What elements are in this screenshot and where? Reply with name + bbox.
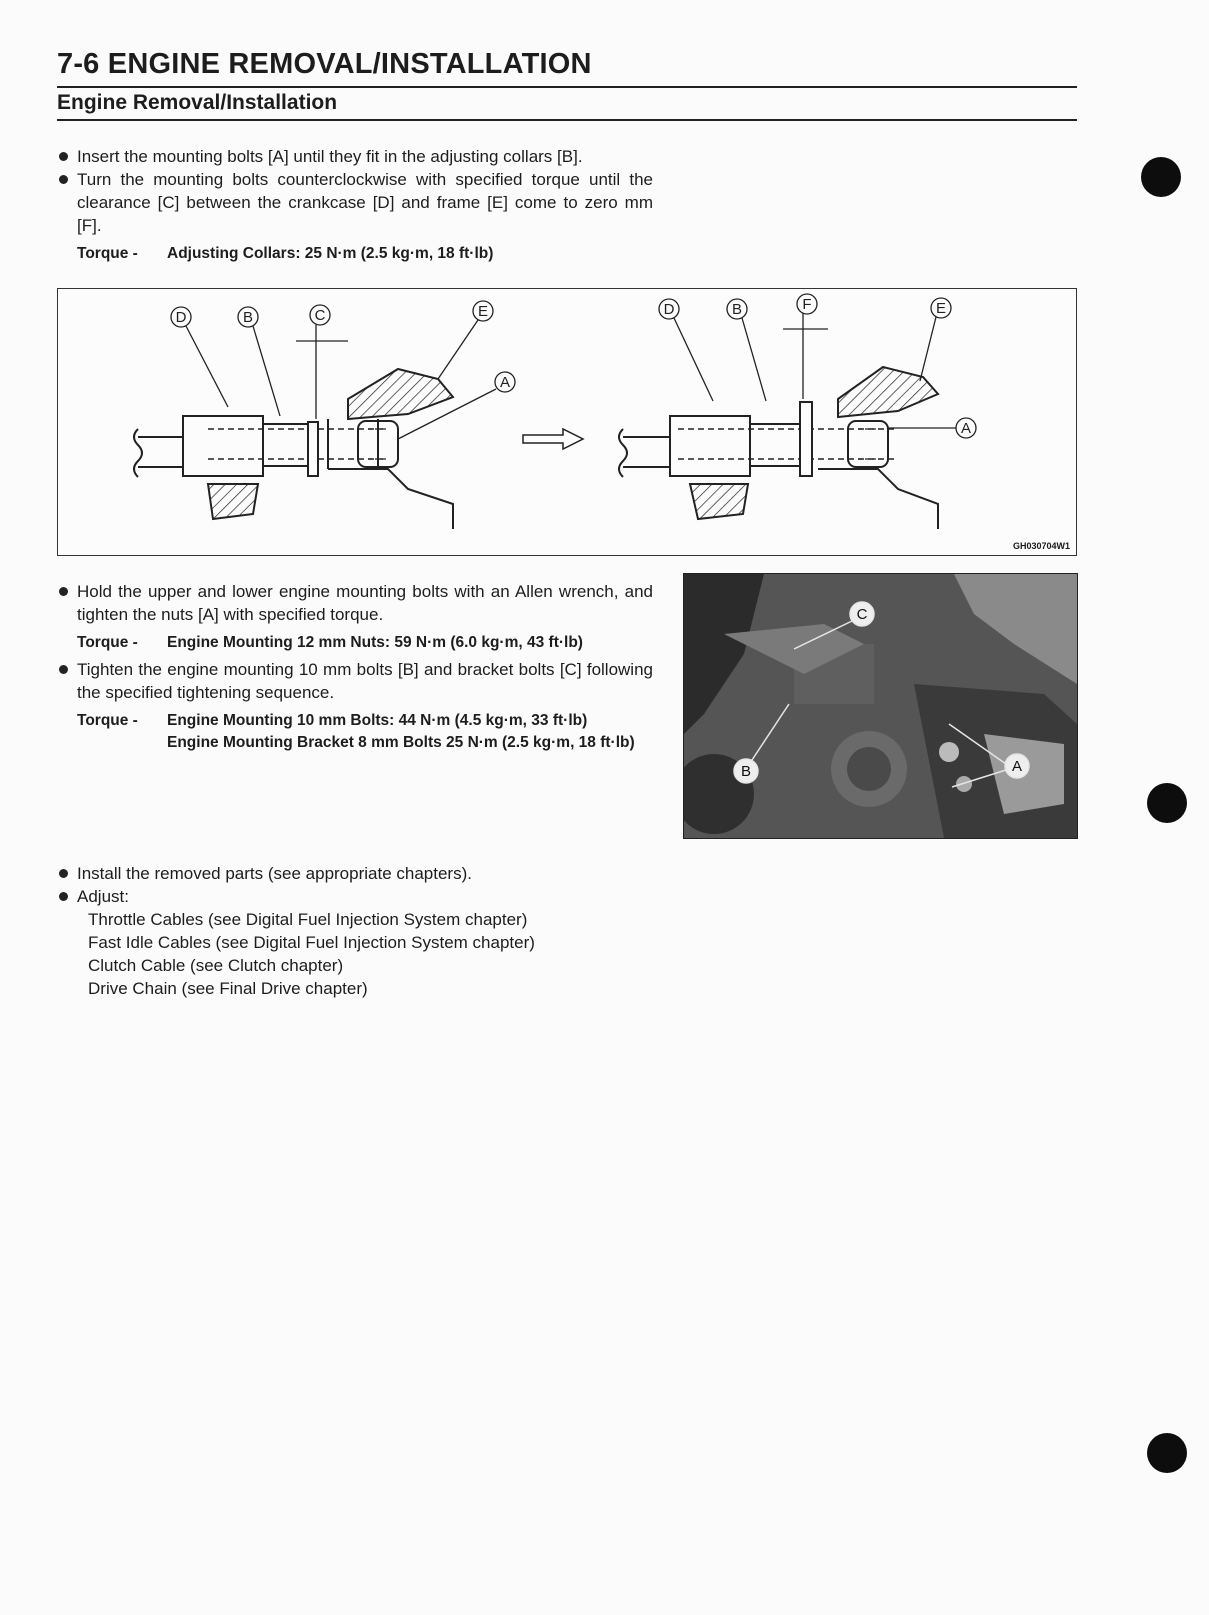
photo-label-b: B <box>740 763 752 780</box>
photo-label-c: C <box>856 606 868 623</box>
diagram-svg <box>58 289 1076 555</box>
torque-value: Adjusting Collars: 25 N·m (2.5 kg·m, 18 ft·lb) <box>167 245 494 262</box>
binder-hole <box>1147 783 1187 823</box>
torque-spec-nuts <box>57 632 653 654</box>
bullet-tighten-bolts: Tighten the engine mounting 10 mm bolts [B] and bracket bolts [C] following the specified tightening sequence. <box>57 658 653 704</box>
adjust-items <box>57 908 677 1000</box>
torque-label: Torque - <box>77 712 138 729</box>
adjust-item: Clutch Cable (see Clutch chapter) <box>88 956 344 975</box>
label-d-left: D <box>175 309 187 326</box>
label-f-right: F <box>802 296 812 313</box>
torque-bolts-line: Engine Mounting 10 mm Bolts: 44 N·m (4.5 kg·m, 33 ft·lb) <box>167 712 588 729</box>
bullet-insert-bolts: Insert the mounting bolts [A] until they fit in the adjusting collars [B]. <box>57 145 653 168</box>
left-drawing <box>134 369 453 529</box>
label-e-left: E <box>477 303 489 320</box>
instructions-block-2 <box>57 580 653 780</box>
torque-spec-collars <box>57 243 653 265</box>
binder-hole <box>1141 157 1181 197</box>
label-a-right: A <box>960 420 972 437</box>
arrow-icon <box>523 429 583 449</box>
label-b-left: B <box>242 309 254 326</box>
section-rule <box>57 119 1077 121</box>
binder-hole <box>1147 1433 1187 1473</box>
adjust-item: Drive Chain (see Final Drive chapter) <box>88 979 368 998</box>
torque-value: Engine Mounting 12 mm Nuts: 59 N·m (6.0 kg·m, 43 ft·lb) <box>167 634 583 651</box>
bullet-turn-bolts: Turn the mounting bolts counterclockwise with specified torque until the clearance [C] between the crankcase [D] and frame [E] come to zero mm [F]. <box>57 168 653 237</box>
label-c-left: C <box>314 307 326 324</box>
bullet-install-parts: Install the removed parts (see appropriate chapters). <box>57 862 677 885</box>
photo-label-a: A <box>1011 758 1023 775</box>
torque-label: Torque - <box>77 634 138 651</box>
bolt-collar-diagram <box>57 288 1077 556</box>
instructions-block-3 <box>57 862 677 1000</box>
torque-spec-bolts <box>57 710 653 776</box>
right-drawing <box>619 367 938 529</box>
label-a-left: A <box>499 374 511 391</box>
torque-label: Torque - <box>77 245 138 262</box>
section-title: Engine Removal/Installation <box>57 91 338 114</box>
label-e-right: E <box>935 300 947 317</box>
title-rule <box>57 86 1077 88</box>
photo-svg <box>684 574 1077 838</box>
bullet-adjust: Adjust: <box>57 885 677 908</box>
torque-value-lines <box>167 710 702 754</box>
figure-code: GH030704W1 <box>1012 541 1070 551</box>
adjust-item: Throttle Cables (see Digital Fuel Injection System chapter) <box>88 910 528 929</box>
bullet-hold-bolts: Hold the upper and lower engine mounting bolts with an Allen wrench, and tighten the nuts [A] with specified torque. <box>57 580 653 626</box>
page-title: 7-6 ENGINE REMOVAL/INSTALLATION <box>57 48 592 80</box>
label-b-right: B <box>731 301 743 318</box>
label-d-right: D <box>663 301 675 318</box>
engine-mount-photo <box>683 573 1078 839</box>
torque-bracket-line: Engine Mounting Bracket 8 mm Bolts 25 N·m (2.5 kg·m, 18 ft·lb) <box>167 734 635 751</box>
instructions-block-1 <box>57 145 653 269</box>
adjust-item: Fast Idle Cables (see Digital Fuel Injection System chapter) <box>88 933 535 952</box>
